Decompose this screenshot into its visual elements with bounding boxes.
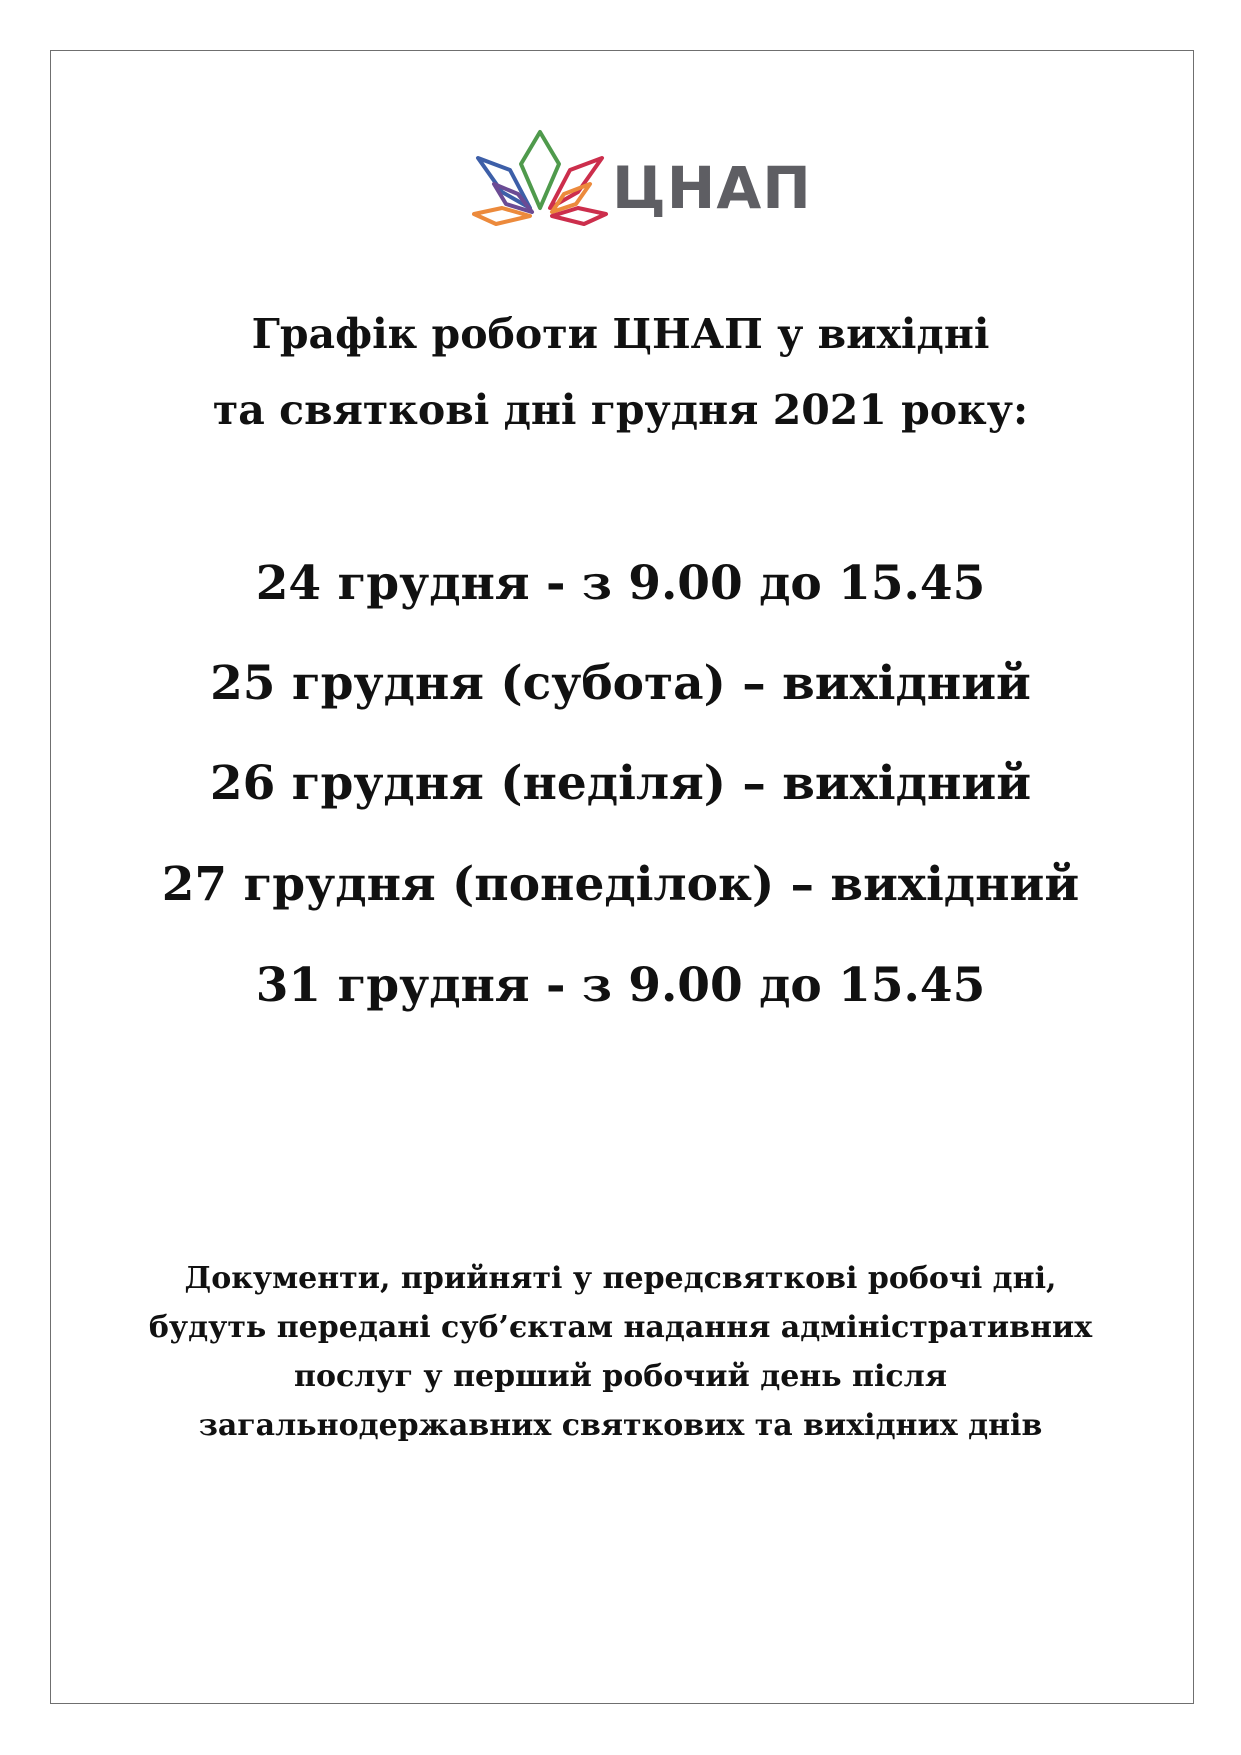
- schedule-item: 27 грудня (понеділок) – вихідний: [161, 857, 1080, 912]
- heading-line-2: та святкові дні грудня 2021 року:: [212, 386, 1029, 434]
- note-line: загальнодержавних святкових та вихідних днів: [198, 1408, 1043, 1443]
- heading-line-1: Графік роботи ЦНАП у вихідні: [251, 310, 990, 358]
- schedule-item: 31 грудня - з 9.00 до 15.45: [255, 958, 986, 1013]
- logo-wordmark: ЦНАП: [612, 154, 812, 222]
- note-line: Документи, прийняті у передсвяткові робочі дні,: [184, 1261, 1057, 1296]
- lotus-logo-icon: [472, 128, 612, 232]
- note-line: послуг у перший робочий день після: [294, 1359, 947, 1394]
- schedule-item: 24 грудня - з 9.00 до 15.45: [255, 556, 986, 611]
- schedule-item: 25 грудня (субота) – вихідний: [210, 656, 1031, 711]
- cnap-logo: [472, 128, 812, 232]
- note-line: будуть передані суб’єктам надання адміністративних: [148, 1310, 1093, 1345]
- schedule-item: 26 грудня (неділя) – вихідний: [209, 756, 1032, 811]
